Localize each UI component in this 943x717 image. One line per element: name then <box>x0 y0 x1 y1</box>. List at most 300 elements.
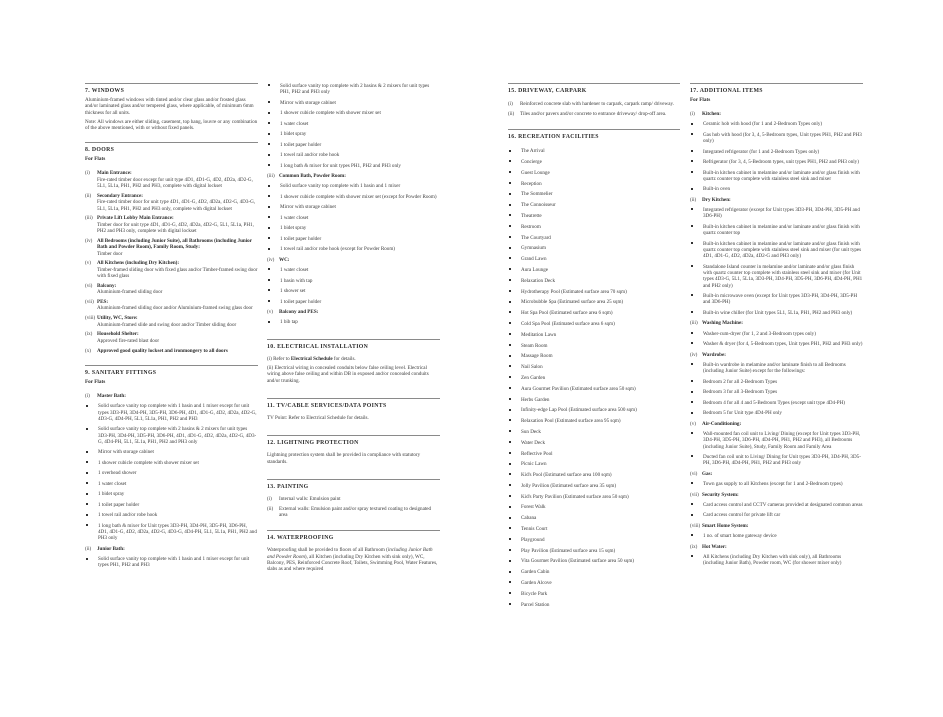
subsection-heading <box>690 523 863 529</box>
item-number: (v) <box>690 420 696 427</box>
item-text: Solid surface vanity top complete with 2 basins & 2 mixers for unit types PH1, PH2 and PH3 only <box>280 83 430 96</box>
item-text: Herbs Garden <box>521 396 550 403</box>
bullet-icon <box>690 533 703 539</box>
bullet-icon <box>508 451 521 457</box>
column-2 <box>267 83 440 580</box>
sanitary-wc <box>267 257 440 305</box>
sanitary-junior-items <box>267 83 440 169</box>
item-text: Built-in oven <box>703 186 731 193</box>
door-item <box>85 315 258 328</box>
subheading: For Flats <box>85 156 106 163</box>
section-title: 14. WATERPROOFING <box>267 535 334 542</box>
door-item <box>85 348 258 354</box>
list-item <box>508 558 680 564</box>
bullet-icon <box>508 310 521 316</box>
item-text: Solid surface vanity top complete with 1 basin and 1 mixer except for unit types 3D3-PH, 3D4-PH, 3D5-PH, 3D6-PH, 4D1, 4D1-G, 4D2, 4D2a, 4D2-G, 4D3-G, 4D4-PH, 5L1, 5L1a, PH1, PH2 and PH3 <box>98 403 257 422</box>
bullet-icon <box>690 159 703 165</box>
list-item <box>690 481 863 487</box>
bullet-icon <box>508 353 521 359</box>
item-text: 1 overhead shower <box>98 470 137 477</box>
item-label: Main Entrance: <box>97 170 132 177</box>
item-text: Washer & dryer (for 4, 5-Bedroom types, Unit types PH1, PH2 and PH3 only) <box>703 341 863 348</box>
item-body <box>97 283 258 296</box>
list-item <box>508 213 680 219</box>
item-text: Restroom <box>521 223 541 230</box>
section-title: 16. RECREATION FACILITIES <box>508 134 599 141</box>
bullet-icon <box>85 470 98 476</box>
subsection-label: Balcony and PES: <box>279 309 319 316</box>
bullet-icon <box>85 481 98 487</box>
list-item <box>690 454 863 467</box>
list-item <box>690 400 863 406</box>
bullet-icon <box>508 397 521 403</box>
bullet-icon <box>508 332 521 338</box>
list-item <box>690 264 863 289</box>
bullet-icon <box>690 341 703 347</box>
bullet-icon <box>85 491 98 497</box>
bullet-icon <box>267 236 280 242</box>
item-text: The Sommelier <box>521 191 553 198</box>
item-text: 1 shower cubicle complete with shower mixer set <box>280 110 381 117</box>
item-number: (v) <box>85 260 91 267</box>
bullet-icon <box>508 569 521 575</box>
text: ), all Kitchen (including Dry Kitchen with sink only), WC, Balcony, PES, Reinforced Concrete Roof, Toilets, Swimming Pool, Water Features, slabs as and where required <box>267 553 438 573</box>
subsection-heading <box>85 393 258 399</box>
section-lightning <box>267 435 440 465</box>
bullet-icon <box>508 548 521 554</box>
list-item <box>690 241 863 260</box>
subsection-label: Hot Water: <box>702 543 727 550</box>
list-item <box>690 379 863 385</box>
lightning-text: Lightning protection system shall be provided in compliance with statutory standards. <box>267 452 421 465</box>
bullet-icon <box>267 204 280 210</box>
list-item <box>85 512 258 518</box>
item-text: Massage Room <box>521 353 553 360</box>
list-item <box>508 591 680 597</box>
item-label: Secondary Entrance: <box>97 192 143 199</box>
item-text: Tiles and/or pavers and/or concrete to entrance driveway/ drop-off area. <box>520 110 667 117</box>
bullet-icon <box>508 364 521 370</box>
item-number: (vi) <box>85 282 93 289</box>
bullet-icon <box>267 278 280 284</box>
item-number: (v) <box>267 309 273 316</box>
list-item <box>508 418 680 424</box>
subsection-heading <box>267 173 440 179</box>
subsection-label: Air-Conditioning: <box>702 420 742 427</box>
bullet-icon <box>690 331 703 337</box>
item-text: Reinforced concrete slab with hardener to carpark, carpark ramp/ driveway. <box>520 101 674 107</box>
section-windows <box>85 83 258 131</box>
list-item <box>690 170 863 183</box>
electrical-schedule-ref: Electrical Schedule <box>290 355 333 362</box>
subsection-label: Dry Kitchen: <box>702 196 731 203</box>
text: (i) Refer to <box>267 355 291 362</box>
item-text: Aluminium-framed sliding door and/or Aluminium-framed swing glass door <box>97 305 253 312</box>
section-title: 12. LIGHTNING PROTECTION <box>267 440 359 447</box>
item-number: (vii) <box>690 491 699 498</box>
list-item <box>508 504 680 510</box>
bullet-icon <box>508 483 521 489</box>
item-text: Garden Cabin <box>521 569 550 576</box>
item-text: Built-in kitchen cabinet in melamine and/or laminate and/or glass finish with quartz counter top complete with stainless steel sink and mixer <box>703 169 860 182</box>
item-text: Aura Lounge <box>521 266 549 273</box>
bullet-icon <box>267 194 280 200</box>
painting-item <box>267 506 440 519</box>
item-text: 1 water closet <box>280 214 309 221</box>
item-number: (iv) <box>690 351 698 358</box>
sanitary-balcony <box>267 309 440 326</box>
item-text: Kid's Party Pavilion (Estimated surface area 50 sqm) <box>521 493 629 500</box>
bullet-icon <box>508 299 521 305</box>
list-item <box>85 460 258 466</box>
list-item <box>267 121 440 127</box>
list-item <box>267 131 440 137</box>
item-text: 1 shower cubicle complete with shower mixer set (except for Powder Room) <box>280 193 437 200</box>
bullet-icon <box>508 418 521 424</box>
bullet-icon <box>690 362 703 375</box>
bullet-icon <box>690 241 703 260</box>
section-additional <box>690 83 863 567</box>
list-item <box>85 502 258 508</box>
item-text: The Arrival <box>521 148 545 155</box>
subsection-label: Junior Bath: <box>97 545 125 552</box>
item-text: Hot Spa Pool (Estimated surface area 6 sqm) <box>521 310 613 317</box>
bullet-icon <box>690 481 703 487</box>
subsection-heading <box>267 257 440 263</box>
list-item <box>690 293 863 306</box>
item-text: Timber-framed sliding door with fixed glass and/or Timber-framed swing door with fixed glass <box>97 266 258 280</box>
item-text: Vita Gourmet Pavilion (Estimated surface area 50 sqm) <box>521 558 634 565</box>
item-number: (i) <box>267 495 272 502</box>
item-text: Reception <box>521 180 542 187</box>
item-text: Internal walls: Emulsion paint <box>279 495 341 502</box>
item-text: Aura Gourmet Pavilion (Estimated surface area 50 sqm) <box>521 385 636 392</box>
painting-list <box>267 496 440 518</box>
door-item <box>85 299 258 312</box>
item-text: Water Deck <box>521 439 546 446</box>
section-title: 11. TV/CABLE SERVICES/DATA POINTS <box>267 403 387 410</box>
item-text: 1 bidet spray <box>98 491 125 498</box>
painting-item <box>267 496 440 502</box>
section-electrical <box>267 339 440 384</box>
bullet-icon <box>508 386 521 392</box>
list-item <box>690 121 863 127</box>
bullet-icon <box>267 163 280 169</box>
item-text: Refrigerator (for 3, 4, 5-Bedroom types, unit types PH1, PH2 and PH3 only) <box>703 159 859 166</box>
bullet-icon <box>508 278 521 284</box>
subsection-label: Smart Home System: <box>702 522 749 529</box>
list-item <box>267 83 440 96</box>
section-doors <box>85 142 258 353</box>
bullet-icon <box>508 191 521 197</box>
bullet-icon <box>267 110 280 116</box>
sanitary-common-bath <box>267 173 440 253</box>
bullet-icon <box>690 293 703 306</box>
item-text: Timber door for unit type 4D1, 4D1-G, 4D2, 4D2a, 4D2-G, 5L1, 5L1a, PH1, PH2 and PH3 only, complete with digital lockset <box>97 221 254 235</box>
subsection-heading <box>85 546 258 552</box>
bullet-icon <box>690 410 703 416</box>
list-item <box>508 548 680 554</box>
item-text: Integrated refrigerator (except for Unit types 3D3-PH, 3D4-PH, 3D5-PH and 3D6-PH) <box>703 207 860 220</box>
item-text: Built-in wardrobe in melamine and/or laminate finish to all Bedrooms (including Junior Suite) except for the followings: <box>703 361 846 375</box>
bullet-icon <box>508 148 521 154</box>
list-item <box>508 353 680 359</box>
item-text: Wall-mounted fan coil unit to Living/ Dining (except for Unit types 3D3-PH, 3D4-PH, 3D5-PH, 3D6-PH, 4D4-PH, PH1, PH2 and PH3), all Bedrooms (including Junior Suite), Study, Family Room and Family Area <box>703 430 861 450</box>
section-title: 13. PAINTING <box>267 483 309 490</box>
bullet-icon <box>508 429 521 435</box>
bullet-icon <box>508 181 521 187</box>
list-item <box>508 397 680 403</box>
subsection-label: Security System: <box>702 491 739 498</box>
list-item <box>690 186 863 192</box>
list-item <box>85 449 258 455</box>
item-text: Bedroom 4 for all 4 and 5-Bedroom Types (except unit type 4D4-PH) <box>703 399 846 406</box>
list-item <box>267 225 440 231</box>
bullet-icon <box>690 132 703 145</box>
list-item <box>690 389 863 395</box>
item-text: Meditation Lawn <box>521 331 557 338</box>
list-item <box>508 537 680 543</box>
bullet-icon <box>267 319 280 325</box>
tv-text: TV Point: Refer to Electrical Schedule for details. <box>267 415 369 422</box>
list-item <box>267 299 440 305</box>
list-item <box>267 110 440 116</box>
windows-text: Aluminium-framed windows with tinted and/or clear glass and/or frosted glass and/or laminated glass and/or tempered glass, where applicable, of minimum 6mm thickness for all units. <box>85 97 254 116</box>
item-text: Mirror with storage cabinet <box>280 204 336 211</box>
item-label: Approved good quality lockset and ironmongery to all doors <box>97 347 228 354</box>
item-body <box>97 215 258 234</box>
column-1 <box>85 83 258 576</box>
list-item <box>690 331 863 337</box>
subsection-label: Washing Machine: <box>702 320 743 327</box>
item-text: Tennis Court <box>521 526 548 533</box>
bullet-icon <box>690 431 703 450</box>
driveway-list <box>508 101 680 117</box>
list-item <box>267 319 440 325</box>
item-number: (iii) <box>85 215 93 222</box>
bullet-icon <box>267 267 280 273</box>
item-text: Play Pavilion (Estimated surface area 15 sqm) <box>521 547 616 554</box>
list-item <box>267 267 440 273</box>
list-item <box>508 310 680 316</box>
list-item <box>267 100 440 106</box>
list-item <box>690 207 863 220</box>
subsection-label: WC: <box>279 256 290 263</box>
list-item <box>267 204 440 210</box>
section-title: 7. WINDOWS <box>85 88 125 94</box>
list-item <box>508 375 680 381</box>
list-item <box>508 580 680 586</box>
list-item <box>690 362 863 375</box>
item-text: 1 towel rail and/or robe hook <box>280 152 340 159</box>
item-text: Timber door <box>97 250 123 257</box>
item-text: Fire-rated timber door except for unit type 4D1, 4D1-G, 4D2, 4D2a, 4D2-G, 5L1, 5L1a, PH1, PH2 and PH3, complete with digital lockset <box>97 176 253 190</box>
bullet-icon <box>690 512 703 518</box>
item-number: (viii) <box>85 315 96 322</box>
list-item <box>508 569 680 575</box>
item-text: 1 toilet paper holder <box>280 298 322 305</box>
item-text: Standalone Island counter in melamine and/or laminate and/or glass finish with quartz counter top complete with stainless steel sink and mixer (for Unit types 4D3-G, 5L1, 5L1a, 3D3-PH, 3D4-PH, 3D5-PH, 3D6-PH, 4D4-PH, PH1 and PH2 only) <box>703 263 863 289</box>
item-text: Bedroom 5 for Unit type 4D4-PH only <box>703 410 782 417</box>
bullet-icon <box>508 515 521 521</box>
subsection-heading <box>690 544 863 550</box>
item-text: Aluminium-framed slide and swing door and/or Timber sliding door <box>97 321 237 328</box>
item-text: Town gas supply to all Kitchens (except for 1 and 2-Bedroom types) <box>703 481 843 488</box>
list-item <box>508 278 680 284</box>
bullet-icon <box>267 100 280 106</box>
item-text: Gymnasium <box>521 245 546 252</box>
item-text: 1 long bath & mixer for unit types PH1, PH2 and PH3 only <box>280 162 401 169</box>
item-body <box>97 331 258 344</box>
item-text: Washer-cum-dryer (for 1, 2 and 3-Bedroom types only) <box>703 330 816 337</box>
list-item <box>508 451 680 457</box>
list-item <box>508 289 680 295</box>
list-item <box>690 502 863 508</box>
item-number: (iii) <box>690 320 698 327</box>
bullet-icon <box>267 215 280 221</box>
item-label: Balcony: <box>97 282 117 289</box>
bullet-icon <box>85 523 98 542</box>
item-number: (vii) <box>85 299 94 306</box>
item-number: (viii) <box>690 522 701 529</box>
item-text: 1 shower set <box>280 288 306 295</box>
item-text: Ceramic hob with hood (for 1 and 2-Bedroom Types only) <box>703 121 823 128</box>
item-text: Relaxation Deck <box>521 277 556 284</box>
bullet-icon <box>267 183 280 189</box>
bullet-icon <box>508 235 521 241</box>
list-item <box>690 431 863 450</box>
sanitary-master-bath <box>85 393 258 542</box>
subsection-label: Gas: <box>702 470 713 477</box>
item-text: Bedroom 2 for all 2-Bedroom Types <box>703 378 778 385</box>
item-text: Jolly Pavilion (Estimated surface area 35 sqm) <box>521 482 617 489</box>
bullet-icon <box>508 321 521 327</box>
bullet-icon <box>690 554 703 567</box>
list-item <box>267 142 440 148</box>
bullet-icon <box>508 202 521 208</box>
list-item <box>508 191 680 197</box>
text: including Junior Bath and Powder Room <box>267 547 433 560</box>
door-item <box>85 331 258 344</box>
subsection-label: Kitchen: <box>702 111 721 117</box>
door-item <box>85 193 258 212</box>
bullet-icon <box>690 224 703 237</box>
item-number: (i) <box>690 111 695 117</box>
item-text: The Courtyard <box>521 234 551 241</box>
item-number: (i) <box>85 170 90 177</box>
item-text: Mirror with storage cabinet <box>280 99 336 106</box>
section-title: 10. ELECTRICAL INSTALLATION <box>267 343 369 350</box>
list-item <box>85 523 258 542</box>
bullet-icon <box>508 580 521 586</box>
list-item <box>508 159 680 165</box>
item-body <box>97 238 258 257</box>
bullet-icon <box>508 602 521 608</box>
item-text: Built-in kitchen cabinet in melamine and/or laminate and/or glass finish with quartz counter top complete with stainless steel sink and mixer (for unit types 4D1, 4D1-G, 4D2, 4D2a, 4D2-G and PH3 only) <box>703 240 862 260</box>
bullet-icon <box>508 537 521 543</box>
electrical-text-1 <box>267 356 440 362</box>
list-item <box>690 533 863 539</box>
door-item <box>85 238 258 257</box>
section-sanitary <box>85 365 258 569</box>
list-item <box>508 343 680 349</box>
item-text: 1 basin with tap <box>280 277 313 284</box>
list-item <box>508 515 680 521</box>
list-item <box>508 483 680 489</box>
item-text: 1 toilet paper holder <box>280 235 322 242</box>
item-text: 1 towel rail and/or robe hook <box>98 512 158 519</box>
doors-list <box>85 170 258 353</box>
item-text: 1 bib tap <box>280 319 298 326</box>
item-text: Integrated refrigerator (for 1 and 2-Bedroom Types only) <box>703 148 820 155</box>
section-title: 17. ADDITIONAL ITEMS <box>690 88 763 94</box>
item-text: Aluminium-framed sliding door <box>97 289 163 296</box>
item-text: Steam Room <box>521 342 548 349</box>
item-label: All Kitchens (including Dry Kitchen): <box>97 260 180 267</box>
bullet-icon <box>690 310 703 316</box>
item-text: Solid surface vanity top complete with 2 basins & 2 mixers for unit types 3D3-PH, 3D4-PH, 3D5-PH, 3D6-PH, 4D1, 4D1-G, 4D2, 4D2a, 4D2-G, 4D3-G, 4D4-PH, 5L1, 5L1a, PH1, PH2 and PH3 only <box>98 426 257 445</box>
item-text: 1 toilet paper holder <box>280 141 322 148</box>
door-item <box>85 215 258 234</box>
list-item <box>508 429 680 435</box>
bullet-icon <box>508 504 521 510</box>
list-item <box>690 224 863 237</box>
bullet-icon <box>85 426 98 445</box>
item-text: Theatrette <box>521 212 542 219</box>
bullet-icon <box>690 264 703 289</box>
item-text: 1 toilet paper holder <box>98 501 140 508</box>
subsection-heading <box>690 111 863 117</box>
item-text: Garden Alcove <box>521 580 552 587</box>
list-item <box>267 152 440 158</box>
bullet-icon <box>508 472 521 478</box>
item-text: Ducted fan coil unit to Living/ Dining for Unit types 3D3-PH, 3D4-PH, 3D5-PH, 3D6-PH, 4D4-PH, PH1, PH2 and PH3 only <box>703 454 861 467</box>
item-text: Card access control and CCTV cameras provided at designated common areas <box>703 501 863 508</box>
section-recreation <box>508 129 680 608</box>
list-item <box>85 556 258 569</box>
item-text: Hydrotherapy Pool (Estimated surface area 70 sqm) <box>521 288 627 295</box>
list-item <box>508 170 680 176</box>
list-item <box>508 267 680 273</box>
item-body <box>97 170 258 189</box>
item-text: Picnic Lawn <box>521 461 547 468</box>
item-text: Grand Lawn <box>521 256 547 263</box>
item-text: 1 bidet spray <box>280 225 307 232</box>
door-item <box>85 170 258 189</box>
list-item <box>85 481 258 487</box>
item-text: Built-in kitchen cabinet in melamine and/or laminate and/or glass finish with quartz counter top <box>703 223 860 237</box>
driveway-item <box>508 111 680 117</box>
list-item <box>508 494 680 500</box>
item-text: 1 no. of smart home gateway device <box>703 533 777 540</box>
driveway-item <box>508 101 680 107</box>
bullet-icon <box>267 225 280 231</box>
bullet-icon <box>690 379 703 385</box>
bullet-icon <box>508 407 521 413</box>
list-item <box>690 512 863 518</box>
item-number: (vi) <box>690 470 698 477</box>
list-item <box>508 245 680 251</box>
list-item <box>508 526 680 532</box>
text: Waterproofing shall be provided to floors of all Bathroom ( <box>267 547 388 554</box>
item-text: Sun Deck <box>521 428 541 435</box>
list-item <box>85 491 258 497</box>
item-text: Guest Lounge <box>521 169 550 176</box>
item-text: Infinity-edge Lap Pool (Estimated surface area 500 sqm) <box>521 407 637 414</box>
bullet-icon <box>267 288 280 294</box>
bullet-icon <box>508 343 521 349</box>
item-text: Reflective Pool <box>521 450 553 457</box>
